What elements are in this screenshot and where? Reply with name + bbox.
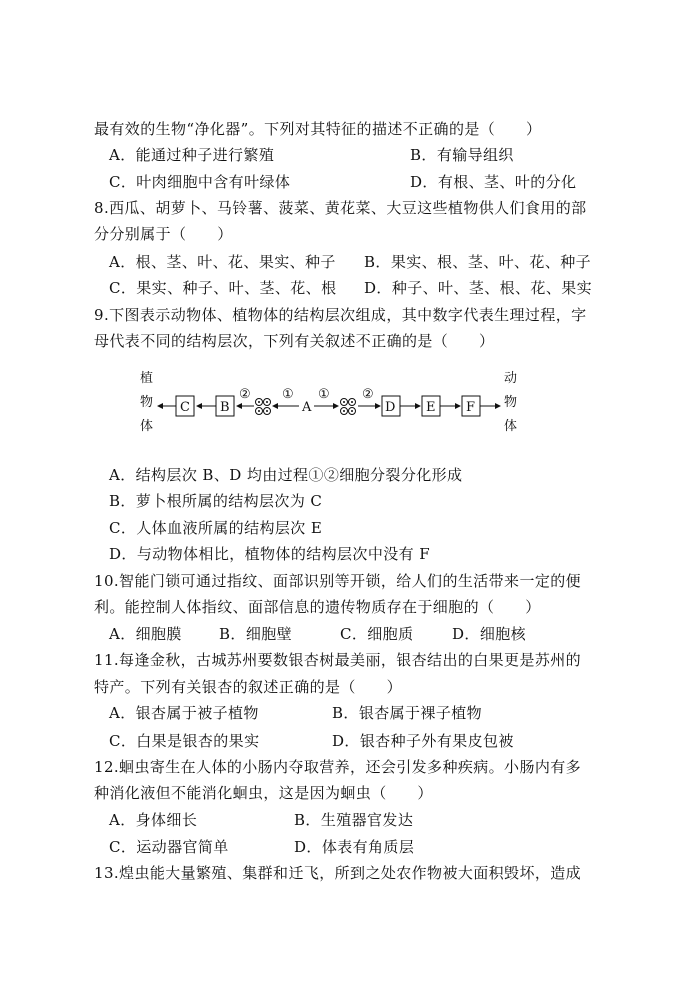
structure-level-diagram xyxy=(136,366,526,438)
animal-label-1: 动 xyxy=(504,371,518,386)
animal-label-3: 体 xyxy=(504,419,518,434)
q7-option-b: B．有输导组织 xyxy=(410,146,514,164)
q11-option-d: D．银杏种子外有果皮包被 xyxy=(332,732,514,750)
step-1-left: ① xyxy=(282,387,294,402)
q7-option-d: D．有根、茎、叶的分化 xyxy=(410,173,577,191)
plant-label-2: 物 xyxy=(140,395,154,410)
box-f-label: F xyxy=(466,400,476,415)
cell-group-left-icon xyxy=(256,399,271,415)
step-2-right: ② xyxy=(362,387,374,402)
q12-option-d: D．体表有角质层 xyxy=(294,838,415,856)
box-e-label: E xyxy=(426,400,436,415)
q12-option-c: C．运动器官简单 xyxy=(109,838,229,856)
plant-label-3: 体 xyxy=(140,419,154,434)
q7-stem: 最有效的生物“净化器”。下列对其特征的描述不正确的是（ ） xyxy=(94,120,542,138)
q10-stem-line1: 10.智能门锁可通过指纹、面部识别等开锁，给人们的生活带来一定的便 xyxy=(94,572,582,590)
q10-option-d: D．细胞核 xyxy=(452,625,527,643)
q9-option-b: B．萝卜根所属的结构层次为 C xyxy=(109,492,323,510)
q12-stem-line1: 12.蛔虫寄生在人体的小肠内夺取营养，还会引发多种疾病。小肠内有多 xyxy=(94,758,582,776)
q9-stem-line2: 母代表不同的结构层次，下列有关叙述不正确的是（ ） xyxy=(94,332,495,350)
q11-option-c: C．白果是银杏的果实 xyxy=(109,732,260,750)
q7-option-a: A．能通过种子进行繁殖 xyxy=(109,146,275,164)
q12-option-b: B．生殖器官发达 xyxy=(294,811,414,829)
q11-option-a: A．银杏属于被子植物 xyxy=(109,704,259,722)
q9-option-a: A．结构层次 B、D 均由过程①②细胞分裂分化形成 xyxy=(109,466,463,484)
q8-option-c: C．果实、种子、叶、茎、花、根 xyxy=(109,279,337,297)
q13-stem-line1: 13.煌虫能大量繁殖、集群和迁飞，所到之处农作物被大面积毁坏，造成 xyxy=(94,864,582,882)
q7-option-c: C．叶肉细胞中含有叶绿体 xyxy=(109,173,291,191)
q11-stem-line1: 11.每逢金秋，古城苏州要数银杏树最美丽，银杏结出的白果更是苏州的 xyxy=(94,651,582,669)
q8-stem-line1: 8.西瓜、胡萝卜、马铃薯、菠菜、黄花菜、大豆这些植物供人们食用的部 xyxy=(94,199,587,217)
q8-option-a: A．根、茎、叶、花、果实、种子 xyxy=(109,253,336,271)
q12-stem-line2: 种消化液但不能消化蛔虫，这是因为蛔虫（ ） xyxy=(94,784,433,802)
q11-stem-line2: 特产。下列有关银杏的叙述正确的是（ ） xyxy=(94,678,403,696)
plant-label-1: 植 xyxy=(140,371,154,386)
q10-stem-line2: 利。能控制人体指纹、面部信息的遗传物质存在于细胞的（ ） xyxy=(94,598,541,616)
box-d-label: D xyxy=(385,400,396,415)
step-2-left: ② xyxy=(239,387,251,402)
q10-option-c: C．细胞质 xyxy=(340,625,414,643)
q8-option-d: D．种子、叶、茎、根、花、果实 xyxy=(364,279,593,297)
q8-stem-line2: 分分别属于（ ） xyxy=(94,225,233,243)
center-cell-label: A xyxy=(302,400,312,415)
q9-stem-line1: 9.下图表示动物体、植物体的结构层次组成，其中数字代表生理过程，字 xyxy=(94,306,587,324)
box-c-label: C xyxy=(180,400,190,415)
q9-option-d: D．与动物体相比，植物体的结构层次中没有 F xyxy=(109,545,431,563)
q8-option-b: B．果实、根、茎、叶、花、种子 xyxy=(364,253,592,271)
q12-option-a: A．身体细长 xyxy=(109,811,198,829)
q9-option-c: C．人体血液所属的结构层次 E xyxy=(109,519,323,537)
q10-option-a: A．细胞膜 xyxy=(109,625,182,643)
q10-option-b: B．细胞壁 xyxy=(219,625,293,643)
step-1-right: ① xyxy=(318,387,330,402)
cell-group-right-icon xyxy=(341,399,356,415)
animal-label-2: 物 xyxy=(504,395,518,410)
box-b-label: B xyxy=(220,400,230,415)
q11-option-b: B．银杏属于裸子植物 xyxy=(332,704,483,722)
